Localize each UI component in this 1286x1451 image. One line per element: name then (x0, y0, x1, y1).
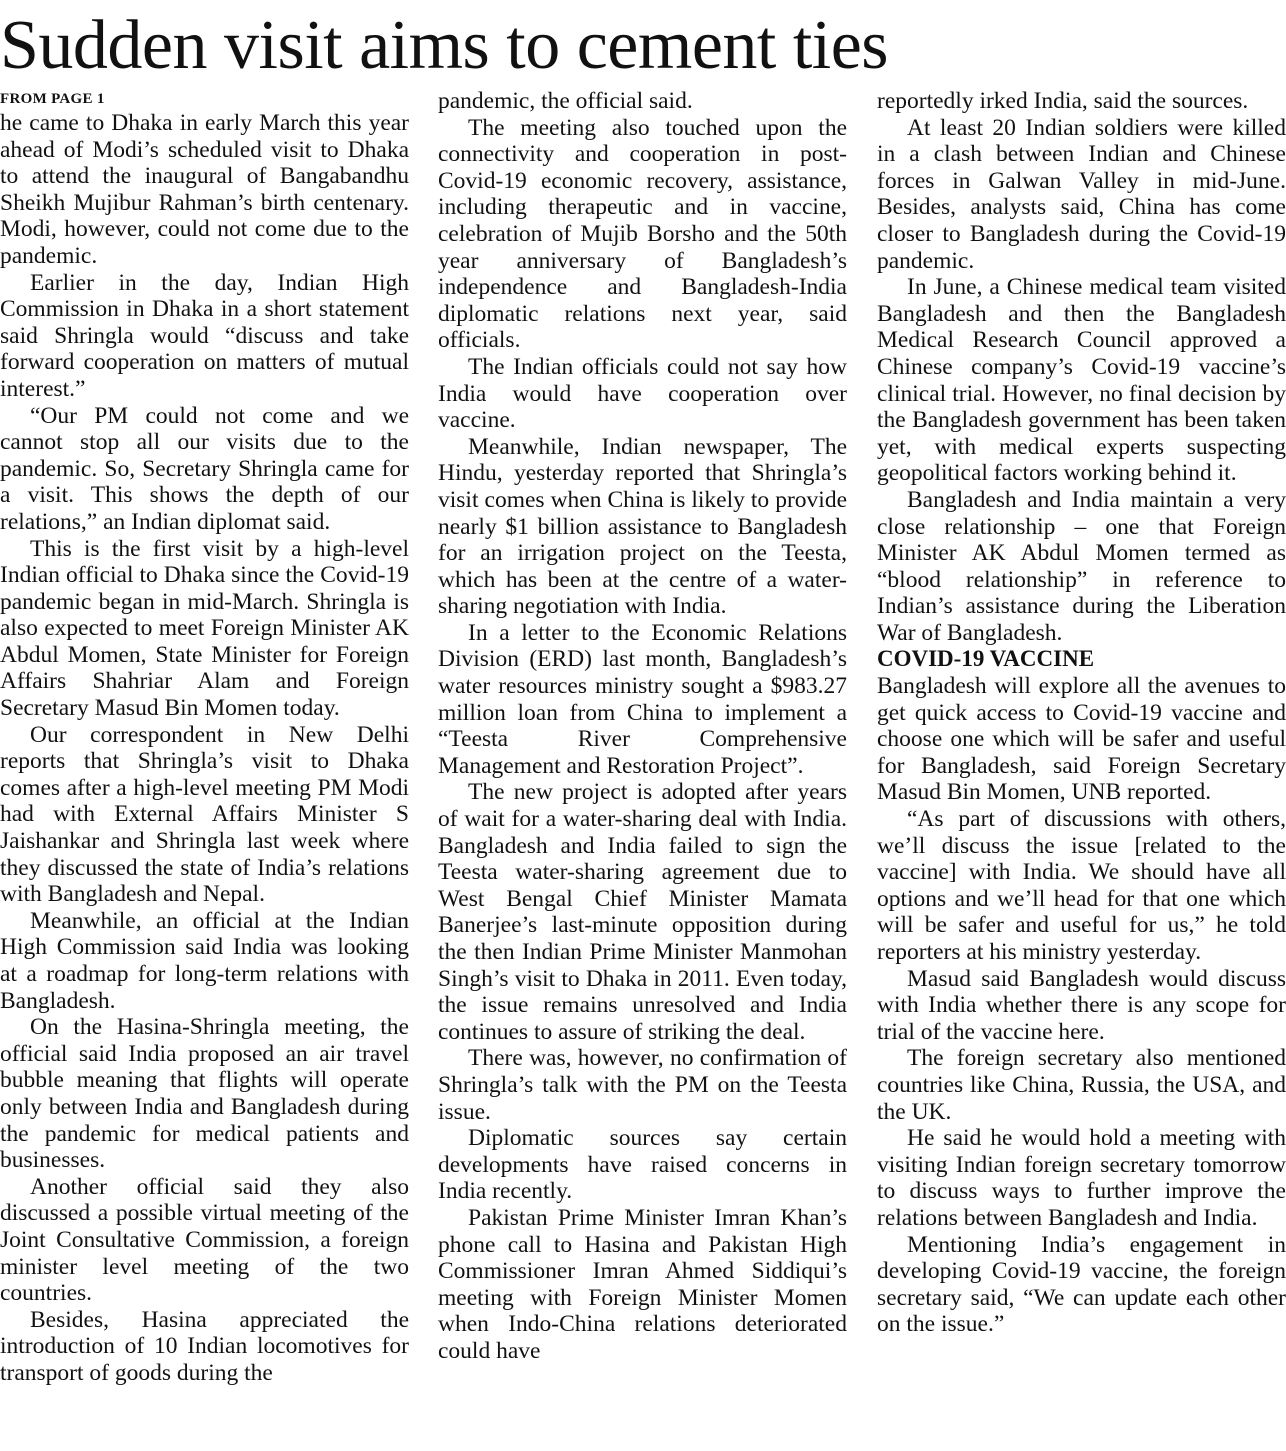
section-subhead: COVID-19 VACCINE (877, 646, 1095, 672)
paragraph: This is the first visit by a high-level Indian official to Dhaka since the Covid-19 pandemic began in mid-March. Shringla is also expected to meet Foreign Minister AK Abdul Momen, State Minister for Foreign Affairs Shahriar Alam and Foreign Secretary Masud Bin Momen today. (0, 535, 409, 722)
paragraph: pandemic, the official said. (438, 88, 693, 114)
paragraph: On the Hasina-Shringla meeting, the official said India proposed an air travel bubble meaning that flights will operate only between India and Bangladesh during the pandemic for medical patients and businesses. (0, 1014, 409, 1174)
paragraph: There was, however, no confirmation of Shringla’s talk with the PM on the Teesta issue. (438, 1045, 847, 1125)
paragraph: Mentioning India’s engagement in developing Covid-19 vaccine, the foreign secretary said, “We can update each other on the issue.” (877, 1231, 1286, 1338)
paragraph: Diplomatic sources say certain developments have raised concerns in India recently. (438, 1125, 847, 1205)
paragraph: Masud said Bangladesh would discuss with India whether there is any scope for trial of the vaccine here. (877, 965, 1286, 1045)
paragraph: reportedly irked India, said the sources. (877, 88, 1249, 114)
paragraph: Pakistan Prime Minister Imran Khan’s phone call to Hasina and Pakistan High Commissioner Imran Ahmed Siddiqui’s meeting with Foreign Minister Momen when Indo-China relations deteriorated could have (438, 1204, 847, 1364)
paragraph: he came to Dhaka in early March this year ahead of Modi’s scheduled visit to Dhaka to attend the inaugural of Bangabandhu Sheikh Mujibur Rahman’s birth centenary. Modi, however, could not come due to the pandemic. (0, 110, 409, 269)
paragraph: He said he would hold a meeting with visiting Indian foreign secretary tomorrow to discuss ways to further improve the relations between Bangladesh and India. (877, 1125, 1286, 1231)
paragraph: The meeting also touched upon the connectivity and cooperation in post-Covid-19 economic recovery, assistance, including therapeutic and in vaccine, celebration of Mujib Borsho and the 50th year anniversary of Bangladesh’s independence and Bangladesh-India diplomatic relations next year, said officials. (438, 114, 847, 354)
paragraph: Another official said they also discussed a possible virtual meeting of the Joint Consultative Commission, a foreign minister level meeting of the two countries. (0, 1173, 409, 1307)
continuation-kicker: FROM PAGE 1 (0, 91, 105, 107)
paragraph: Our correspondent in New Delhi reports that Shringla’s visit to Dhaka comes after a high-level meeting PM Modi had with External Affairs Minister S Jaishankar and Shringla last week where they discussed the state of India’s relations with Bangladesh and Nepal. (0, 721, 409, 908)
paragraph: The foreign secretary also mentioned countries like China, Russia, the USA, and the UK. (877, 1045, 1286, 1125)
paragraph: Meanwhile, an official at the Indian High Commission said India was looking at a roadmap for long-term relations with Bangladesh. (0, 907, 409, 1014)
paragraph: The Indian officials could not say how India would have cooperation over vaccine. (438, 353, 847, 434)
paragraph: “Our PM could not come and we cannot stop all our visits due to the pandemic. So, Secretary Shringla came for a visit. This shows the depth of our relations,” an Indian diplomat said. (0, 402, 409, 535)
article-column-1 (0, 88, 409, 1451)
paragraph: Meanwhile, Indian newspaper, The Hindu, yesterday reported that Shringla’s visit comes when China is likely to provide nearly $1 billion assistance to Bangladesh for an irrigation project on the Teesta, which has been at the centre of a water-sharing negotiation with India. (438, 433, 847, 620)
article-column-2 (438, 88, 847, 1451)
article-column-3 (877, 88, 1286, 1451)
paragraph: “As part of discussions with others, we’ll discuss the issue [related to the vaccine] with India. We should have all options and we’ll head for that one which will be safer and useful for us,” he told reporters at his ministry yesterday. (877, 806, 1286, 965)
paragraph: Earlier in the day, Indian High Commission in Dhaka in a short statement said Shringla would “discuss and take forward cooperation on matters of mutual interest.” (0, 269, 409, 402)
article-headline: Sudden visit aims to cement ties (0, 7, 889, 84)
paragraph: The new project is adopted after years of wait for a water-sharing deal with India. Bangladesh and India failed to sign the Teesta water-sharing agreement due to West Bengal Chief Minister Mamata Banerjee’s last-minute opposition during the then Indian Prime Minister Manmohan Singh’s visit to Dhaka in 2011. Even today, the issue remains unresolved and India continues to assure of striking the deal. (438, 779, 847, 1045)
paragraph: Besides, Hasina appreciated the introduction of 10 Indian locomotives for transport of goods during the (0, 1306, 409, 1386)
paragraph: Bangladesh and India maintain a very close relationship – one that Foreign Minister AK Abdul Momen termed as “blood relationship” in reference to Indian’s assistance during the Liberation War of Bangladesh. (877, 486, 1286, 646)
paragraph: In a letter to the Economic Relations Division (ERD) last month, Bangladesh’s water resources ministry sought a $983.27 million loan from China to implement a “Teesta River Comprehensive Management and Restoration Project”. (438, 619, 847, 779)
paragraph: Bangladesh will explore all the avenues to get quick access to Covid-19 vaccine and choose one which will be safer and useful for Bangladesh, said Foreign Secretary Masud Bin Momen, UNB reported. (877, 673, 1286, 806)
paragraph: In June, a Chinese medical team visited Bangladesh and then the Bangladesh Medical Research Council approved a Chinese company’s Covid-19 vaccine’s clinical trial. However, no final decision by the Bangladesh government has been taken yet, with medical experts suspecting geopolitical factors working behind it. (877, 274, 1286, 487)
paragraph: At least 20 Indian soldiers were killed in a clash between Indian and Chinese forces in Galwan Valley in mid-June. Besides, analysts said, China has come closer to Bangladesh during the Covid-19 pandemic. (877, 114, 1286, 274)
